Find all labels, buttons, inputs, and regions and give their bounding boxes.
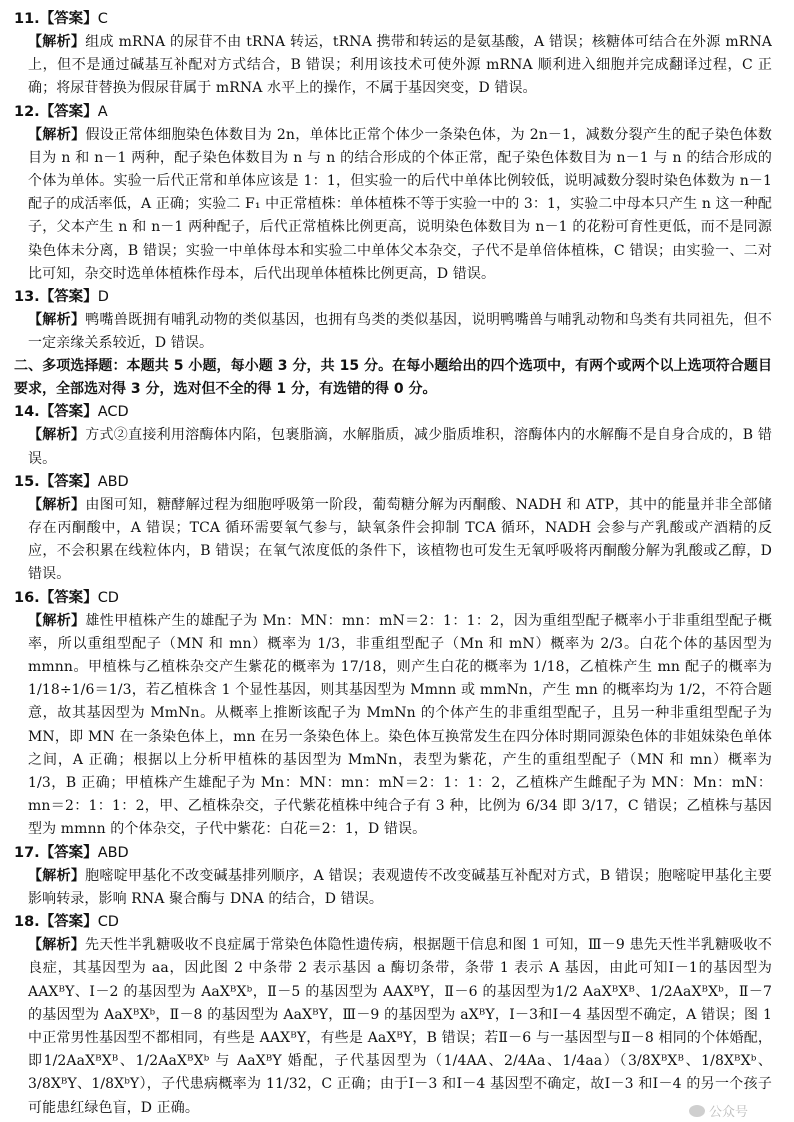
analysis-text: 胞嘧啶甲基化不改变碱基排列顺序，A 错误；表观遗传不改变碱基互补配对方式，B 错误；胞嘧啶甲基化主要影响转录，影响 RNA 聚合酶与 DNA 的结合，D 错误。 bbox=[28, 867, 773, 907]
analysis-tag: 【解析】 bbox=[28, 126, 86, 143]
watermark bbox=[689, 1101, 748, 1120]
analysis-text: 先天性半乳糖吸收不良症属于常染色体隐性遗传病，根据题干信息和图 1 可知，Ⅲ－9 患先天性半乳糖吸收不良症，其基因型为 aa，因此图 2 中条带 2 表示基因 a 酶切条带，条带 1 表示 A 基因，由此可知Ⅰ－1的基因型为 AAXᴮY、Ⅰ－2 的基因型为 AaXᴮXᵇ，Ⅱ－5 的基因型为 AAXᴮY，Ⅱ－6 的基因型为1/2 AaXᴮXᴮ、1/2AaXᴮXᵇ，Ⅱ－7 的基因型为 AaXᴮXᵇ，Ⅱ－8 的基因型为 AaXᴮY，Ⅲ－9 的基因型为 aXᴮY，Ⅰ－3和Ⅰ－4 基因型不确定，A 错误；图 1 中正常男性基因型不都相同，有些是 AAXᴮY，有些是 AaXᴮY，B 错误；若Ⅱ－6 与一基因型与Ⅱ－8 相同的个体婚配，即1/2AaXᴮXᴮ、1/2AaXᴮXᵇ 与 AaXᴮY 婚配，子代基因型为（1/4AA、2/4Aa、1/4aa）（3/8XᴮXᴮ、1/8XᴮXᵇ、3/8XᴮY、1/8XᵇY），子代患病概率为 11/32，C 正确；由于Ⅰ－3 和Ⅰ－4 基因型不确定，故Ⅰ－3 和Ⅰ－4 的另一个孩子可能患红绿色盲，D 正确。 bbox=[28, 937, 772, 1116]
question-header bbox=[14, 471, 772, 494]
question-header bbox=[14, 587, 772, 610]
analysis-tag: 【解析】 bbox=[28, 496, 86, 513]
question-number: 15. bbox=[14, 473, 40, 490]
answer-tag: 【答案】 bbox=[39, 844, 98, 861]
analysis-tag: 【解析】 bbox=[28, 867, 86, 884]
question-number: 12. bbox=[14, 103, 40, 120]
question-11 bbox=[14, 8, 772, 101]
question-14 bbox=[14, 401, 772, 470]
answer-value: CD bbox=[97, 914, 119, 931]
question-17 bbox=[14, 842, 772, 911]
question-number: 13. bbox=[14, 289, 40, 306]
analysis-paragraph bbox=[28, 424, 772, 470]
question-15 bbox=[14, 471, 772, 587]
analysis-paragraph bbox=[28, 309, 772, 355]
question-header bbox=[14, 286, 772, 309]
analysis-text: 鸭嘴兽既拥有哺乳动物的类似基因，也拥有鸟类的类似基因，说明鸭嘴兽与哺乳动物和鸟类有共同祖先，但不一定亲缘关系较近，D 错误。 bbox=[28, 312, 772, 352]
answer-tag: 【答案】 bbox=[39, 473, 98, 490]
answer-value: C bbox=[97, 11, 108, 27]
analysis-tag: 【解析】 bbox=[28, 34, 86, 50]
question-number: 11. bbox=[14, 11, 40, 27]
analysis-paragraph bbox=[28, 865, 772, 911]
analysis-paragraph bbox=[28, 610, 772, 842]
analysis-tag: 【解析】 bbox=[28, 312, 86, 329]
answer-tag: 【答案】 bbox=[39, 289, 98, 306]
answer-value: A bbox=[97, 103, 108, 120]
question-number: 17. bbox=[14, 844, 40, 861]
question-13 bbox=[14, 286, 772, 355]
analysis-text: 组成 mRNA 的尿苷不由 tRNA 转运，tRNA 携带和转运的是氨基酸，A 错误；核糖体可结合在外源 mRNA 上，但不是通过碱基互补配对方式结合，B 错误；利用该技术可使外源 mRNA 顺利进入细胞并完成翻译过程，C 正确；将尿苷替换为假尿苷属于 mRNA 水平上的操作，不属于基因突变，D 错误。 bbox=[28, 34, 772, 97]
answer-value: ABD bbox=[97, 844, 129, 861]
analysis-paragraph bbox=[28, 124, 772, 286]
answer-value: ABD bbox=[97, 473, 129, 490]
answer-value: ACD bbox=[97, 404, 129, 421]
answer-tag: 【答案】 bbox=[39, 589, 98, 606]
question-number: 16. bbox=[14, 589, 40, 606]
analysis-paragraph bbox=[28, 934, 772, 1120]
answer-tag: 【答案】 bbox=[39, 914, 98, 931]
question-16 bbox=[14, 587, 772, 842]
question-header bbox=[14, 8, 772, 31]
wechat-icon bbox=[689, 1105, 705, 1117]
question-header bbox=[14, 911, 772, 934]
section-heading: 二、多项选择题：本题共 5 小题，每小题 3 分，共 15 分。在每小题给出的四个选项中，有两个或两个以上选项符合题目要求，全部选对得 3 分，选对但不全的得 1 分，有选错的得 0 分。 bbox=[14, 358, 772, 398]
analysis-tag: 【解析】 bbox=[28, 612, 86, 629]
answer-value: CD bbox=[97, 589, 119, 606]
analysis-text: 雄性甲植株产生的雄配子为 Mn：MN：mn：mN＝2：1：1：2，因为重组型配子概率小于非重组型配子概率，所以重组型配子（MN 和 mn）概率为 1/3，非重组型配子（Mn 和 mN）概率为 2/3。白花个体的基因型为 mmnn。甲植株与乙植株杂交产生紫花的概率为 17/18，则产生白花的概率为 1/18，乙植株产生 mn 配子的概率为 1/18÷1/6＝1/3，若乙植株含 1 个显性基因，则其基因型为 Mmnn 或 mmNn，产生 mn 的概率均为 1/2，不符合题意，故其基因型为 MmNn。从概率上推断该配子为 MmNn 的个体产生的非重组型配子，且另一种非重组型配子为 MN，即 MN 在一条染色体上，mn 在另一条染色体上。染色体互换常发生在四分体时期同源染色体的非姐妹染色单体之间，A 正确；根据以上分析甲植株的基因型为 MmNn，表型为紫花，产生的重组型配子（MN 和 mn）概率为 1/3，B 正确；甲植株产生雄配子为 Mn：MN：mn：mN＝2：1：1：2，乙植株产生雌配子为 MN：Mn：mN：mn＝2：1：1：2，甲、乙植株杂交，子代紫花植株中纯合子有 3 种，比例为 6/34 即 3/17，C 错误；乙植株与基因型为 mmnn 的个体杂交，子代中紫花：白花＝2：1，D 错误。 bbox=[28, 612, 772, 838]
answer-tag: 【答案】 bbox=[39, 103, 98, 120]
answer-value: D bbox=[97, 289, 109, 306]
answer-tag: 【答案】 bbox=[39, 11, 98, 27]
question-12 bbox=[14, 101, 772, 286]
analysis-tag: 【解析】 bbox=[28, 937, 86, 954]
analysis-paragraph bbox=[28, 494, 772, 587]
analysis-tag: 【解析】 bbox=[28, 427, 86, 444]
watermark-text: 公众号 bbox=[708, 1105, 748, 1120]
analysis-text: 假设正常体细胞染色体数目为 2n，单体比正常个体少一条染色体，为 2n－1，减数分裂产生的配子染色体数目为 n 和 n－1 两种，配子染色体数目为 n 与 n 的结合形成的个体正常，配子染色体数目为 n－1 与 n 的结合形成的个体为单体。实验一后代正常和单体应该是 1：1，但实验一的后代中单体比例较低，说明减数分裂时染色体数为 n－1 配子的成活率低，A 正确；实验二 F₁ 中正常植株：单体植株不等于实验一中的 3：1，实验二中母本只产生 n 这一种配子，父本产生 n 和 n－1 两种配子，后代正常植株比例更高，说明染色体数目为 n－1 的花粉可育性更低，而不是同源染色体未分离，B 错误；实验一中单体母本和实验二中单体父本杂交，子代不是单倍体植株，C 错误；由实验一、二对比可知，杂交时选单体植株作母本，后代出现单体植株比例更高，D 错误。 bbox=[28, 126, 772, 282]
question-header bbox=[14, 842, 772, 865]
question-number: 14. bbox=[14, 404, 40, 421]
question-header bbox=[14, 101, 772, 124]
analysis-text: 由图可知，糖酵解过程为细胞呼吸第一阶段，葡萄糖分解为丙酮酸、NADH 和 ATP，其中的能量并非全部储存在丙酮酸中，A 错误；TCA 循环需要氧气参与，缺氧条件会抑制 TCA 循环，NADH 会参与产乳酸或产酒精的反应，不会积累在线粒体内，B 错误；在氧气浓度低的条件下，该植物也可发生无氧呼吸将丙酮酸分解为乳酸或乙醇，D 错误。 bbox=[28, 496, 772, 583]
question-header bbox=[14, 401, 772, 424]
question-18 bbox=[14, 911, 772, 1120]
answer-tag: 【答案】 bbox=[39, 404, 98, 421]
question-number: 18. bbox=[14, 914, 40, 931]
analysis-text: 方式②直接利用溶酶体内陷，包裹脂滴，水解脂质，减少脂质堆积，溶酶体内的水解酶不是自身合成的，B 错误。 bbox=[28, 427, 772, 467]
analysis-paragraph bbox=[28, 31, 772, 101]
